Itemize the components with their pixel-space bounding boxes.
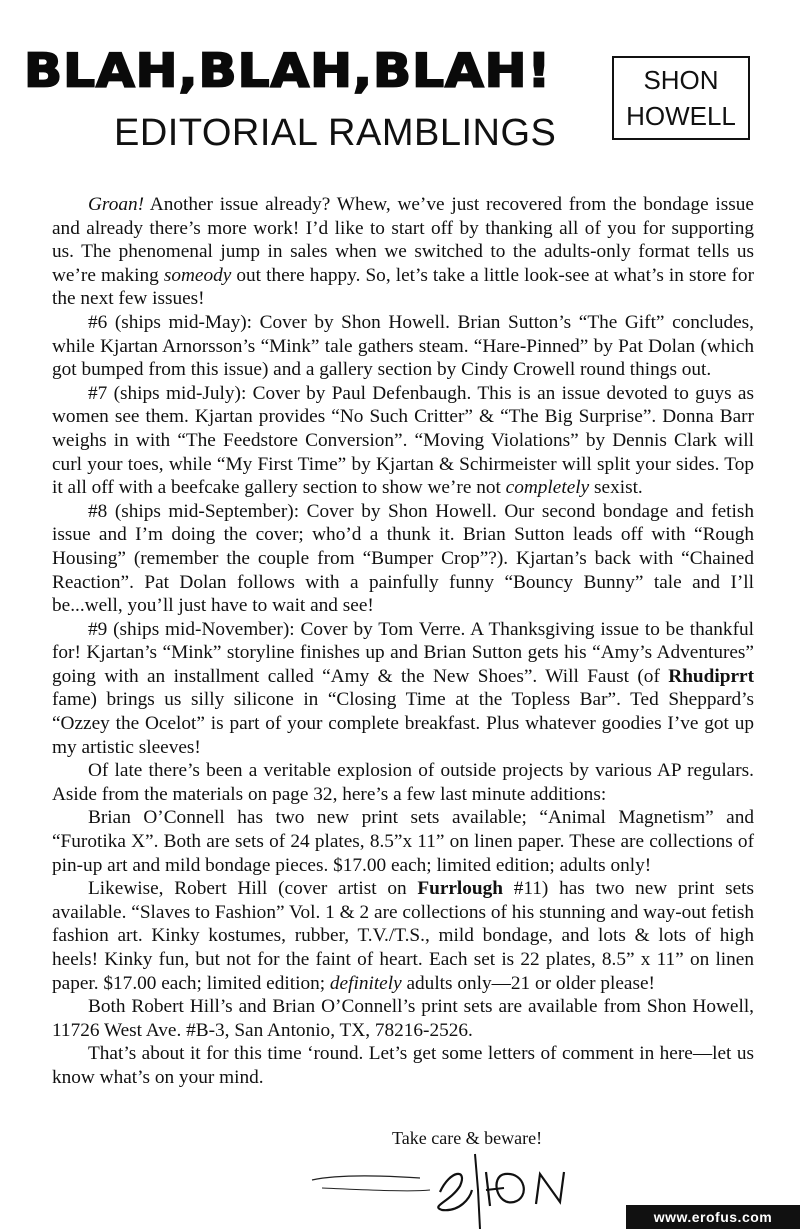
emphasis: definitely [329, 972, 402, 994]
page-subtitle: EDITORIAL RAMBLINGS [114, 112, 557, 154]
watermark: www.erofus.com [626, 1205, 800, 1229]
paragraph-closing: That’s about it for this time ‘round. Let’s get some letters of comment in here—let us know what’s on your mind. [52, 1043, 754, 1088]
signoff: Take care & beware! [392, 1128, 543, 1148]
paragraph-outside-projects: Of late there’s been a veritable explosion of outside projects by various AP regulars. Aside from the materials on page 32, here’s a few last minute additions: [52, 760, 754, 805]
paragraph-issue-7: #7 (ships mid-July): Cover by Paul Defenbaugh. This is an issue devoted to guys as women see them. Kjartan provides “No Such Critter” & “The Big Surprise”. Donna Barr weighs in with “The Feedstore Conversion”. “Moving Violations” by Dennis Clark will curl your toes, while “My First Time” by Kjartan & Schirmeister will split your sides. Top it all off with a beefcake gallery section to show we’re not completely sexist. [52, 382, 754, 499]
paragraph-intro: Groan! Another issue already? Whew, we’ve just recovered from the bondage issue and already there’s more work! I’d like to start off by thanking all of you for supporting us. The phenomenal jump in sales when we switched to the adults-only format tells us we’re making someody out there happy. So, let’s take a little look-see at what’s in store for the next few issues! [52, 194, 754, 310]
paragraph-issue-6: #6 (ships mid-May): Cover by Shon Howell. Brian Sutton’s “The Gift” concludes, while Kjartan Arnorsson’s “Mink” tale gathers steam. “Hare-Pinned” by Pat Dolan (which got bumped from this issue) and a gallery section by Cindy Crowell round things out. [52, 311, 754, 381]
emphasis: completely [505, 477, 590, 499]
bold-title: Rhudiprrt [668, 665, 754, 687]
paragraph-availability: Both Robert Hill’s and Brian O’Connell’s print sets are available from Shon Howell, 11726 West Ave. #B-3, San Antonio, TX, 78216-2526. [52, 996, 754, 1041]
signature-image [300, 1150, 580, 1229]
page-title: BLAH,BLAH,BLAH! [24, 44, 552, 98]
header [0, 0, 800, 170]
paragraph-issue-9: #9 (ships mid-November): Cover by Tom Verre. A Thanksgiving issue to be thankful for! Kjartan’s “Mink” storyline finishes up and Brian Sutton gets his “Amy’s Adventures” going with an installment called “Amy & the New Shoes”. Will Faust (of Rhudiprrt fame) brings us silly silicone in “Closing Time at the Topless Bar”. Ted Sheppard’s “Ozzey the Ocelot” is part of your complete breakfast. Plus whatever goodies I’ve got up my artistic sleeves! [52, 618, 754, 758]
author-last-name: HOWELL [626, 101, 736, 131]
author-box [612, 56, 750, 140]
bold-title: Furrlough [417, 878, 504, 900]
emphasis: someody [163, 264, 232, 286]
author-first-name: SHON [643, 65, 719, 95]
emphasis: Groan! [88, 194, 145, 215]
paragraph-robert-hill: Likewise, Robert Hill (cover artist on Furrlough #11) has two new print sets available. “Slaves to Fashion” Vol. 1 & 2 are collections of his stunning and way-out fetish fashion art. Kinky kostumes, rubber, T.V./T.S., mild bondage, and lots & lots of high heels! Kinky fun, but not for the faint of heart. Each set is 22 plates, 8.5” x 11” on linen paper. $17.00 each; limited edition; definitely adults only—21 or older please! [52, 878, 754, 994]
paragraph-oconnell: Brian O’Connell has two new print sets available; “Animal Magnetism” and “Furotika X”. Both are sets of 24 plates, 8.5”x 11” on linen paper. These are collections of pin-up art and mild bondage pieces. $17.00 each; limited edition; adults only! [52, 807, 754, 876]
editorial-body [52, 193, 754, 1090]
paragraph-issue-8: #8 (ships mid-September): Cover by Shon Howell. Our second bondage and fetish issue and I’m doing the cover; who’d a thunk it. Brian Sutton leads off with “Rough Housing” (remember the couple from “Bumper Crop”?). Kjartan’s back with “Chained Reaction”. Pat Dolan follows with a painfully funny “Bouncy Bunny” tale and I’ll be...well, you’ll just have to wait and see! [52, 500, 754, 617]
